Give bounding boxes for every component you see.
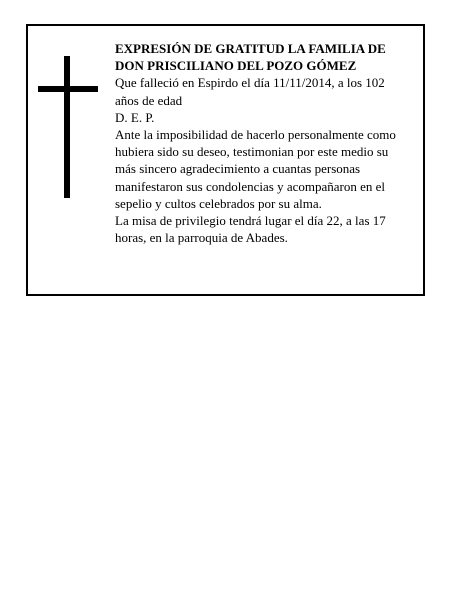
cross-icon xyxy=(38,56,98,198)
mass-line-2: horas, en la parroquia de Abades. xyxy=(115,230,288,246)
thanks-line-2: hubiera sido su deseo, testimonian por este medio su xyxy=(115,144,389,160)
thanks-line-5: sepelio y cultos celebrados por su alma. xyxy=(115,195,322,211)
thanks-line-4: manifestaron sus condolencias y acompañaron en el xyxy=(115,178,386,194)
obituary-notice xyxy=(26,24,425,296)
dep-line: D. E. P. xyxy=(115,109,155,125)
cross-vertical-bar xyxy=(64,56,70,198)
cross-horizontal-bar xyxy=(38,86,98,92)
death-info-line-2: años de edad xyxy=(115,92,183,108)
death-info-line-1: Que falleció en Espirdo el día 11/11/2014, a los 102 xyxy=(115,75,385,91)
thanks-line-3: más sincero agradecimiento a cuantas personas xyxy=(115,161,361,177)
mass-line-1: La misa de privilegio tendrá lugar el día 22, a las 17 xyxy=(115,213,386,229)
thanks-line-1: Ante la imposibilidad de hacerlo personalmente como xyxy=(115,127,396,143)
notice-heading-line-2: DON PRISCILIANO DEL POZO GÓMEZ xyxy=(115,58,357,74)
notice-text xyxy=(115,40,415,246)
notice-heading-line-1: EXPRESIÓN DE GRATITUD LA FAMILIA DE xyxy=(115,41,386,56)
